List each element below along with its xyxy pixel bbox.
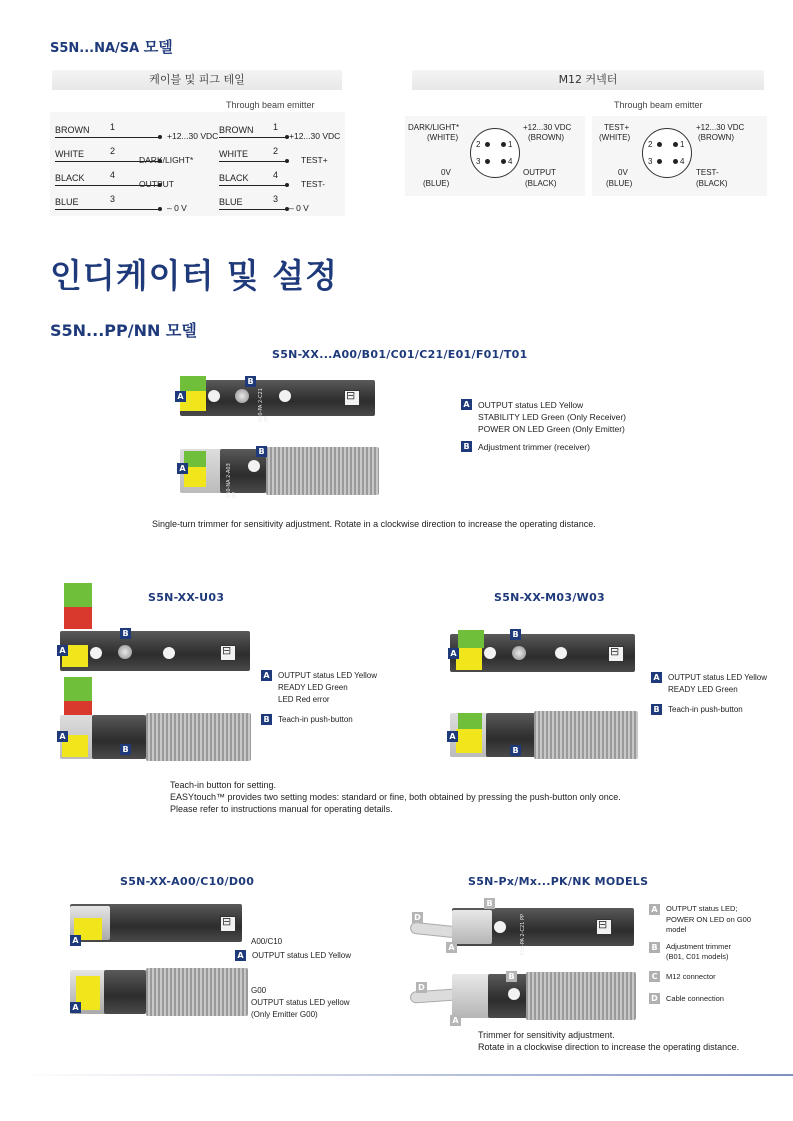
sensor-print: S50-PA 2-C21 PP (520, 914, 526, 956)
wire-color: BROWN (219, 125, 254, 135)
wire-pin: 1 (110, 122, 116, 132)
tag-a: A (70, 935, 81, 946)
cable-banner: 케이블 및 피그 테일 (52, 70, 342, 90)
m12-bl: 0V (618, 168, 628, 177)
wire-pin: 2 (110, 146, 116, 156)
m12-br-sub: (BLACK) (696, 179, 728, 188)
pin-number: 3 (648, 157, 653, 166)
pin-number: 3 (476, 157, 481, 166)
wire-signal: +12...30 VDC (289, 131, 341, 141)
section4-left-legend-a: A OUTPUT status LED Yellow (235, 950, 351, 962)
connector-icon (344, 390, 360, 406)
tag-a: A (175, 391, 186, 402)
connector-icon (608, 646, 624, 662)
wire-signal: TEST+ (301, 155, 328, 165)
pin-number: 1 (680, 140, 685, 149)
m12-br: OUTPUT (523, 168, 556, 177)
emitter-label-right: Through beam emitter (614, 100, 703, 110)
tag-b: B (245, 376, 256, 387)
wiring-diagram-2 (215, 112, 345, 216)
m12-diagram-2 (592, 116, 767, 196)
tag-a: A (57, 731, 68, 742)
wire-signal: +12...30 VDC (167, 131, 219, 141)
footer-rule (20, 1074, 793, 1076)
tag-b: B (506, 971, 517, 982)
legend-item-b: B Adjustment trimmer (receiver) (461, 441, 691, 453)
m12-bl: 0V (441, 168, 451, 177)
wire-pin: 4 (110, 170, 116, 180)
connector-icon (596, 919, 612, 935)
wire-signal: DARK/LIGHT* (139, 155, 194, 165)
m12-banner: M12 커넥터 (412, 70, 764, 90)
m12-bl-sub: (BLUE) (606, 179, 633, 188)
section3-right-model: S5N-XX-M03/W03 (494, 591, 605, 604)
m12-tl: TEST+ (604, 123, 630, 132)
wire-pin: 2 (273, 146, 279, 156)
tag-a: A (448, 648, 459, 659)
m12-tl-sub: (WHITE) (599, 133, 631, 142)
tag-b: B (120, 744, 131, 755)
section2-title: S5N...PP/NN 모델 (50, 321, 197, 340)
main-title: 인디케이터 및 설정 (50, 256, 339, 295)
sensor-image-m03-1 (440, 628, 640, 678)
tag-b: B (484, 898, 495, 909)
wire-pin: 3 (110, 194, 116, 204)
tag-b: B (256, 446, 267, 457)
wire-color: BLACK (55, 173, 85, 183)
tag-a: A (446, 942, 457, 953)
tag-a: A (450, 1015, 461, 1026)
wire-color: BLUE (55, 197, 79, 207)
tag-b: B (510, 745, 521, 756)
sensor-print: S50-NA 2-A03 PP (226, 463, 238, 498)
m12-bl-sub: (BLUE) (423, 179, 450, 188)
tag-b: B (120, 628, 131, 639)
m12-diagram-1 (405, 116, 585, 196)
m12-br-sub: (BLACK) (525, 179, 557, 188)
wire-pin: 1 (273, 122, 279, 132)
m12-tl-sub: (WHITE) (427, 133, 459, 142)
pin-number: 2 (648, 140, 653, 149)
tag-b: B (510, 629, 521, 640)
section4-right-legend: A OUTPUT status LED; POWER ON LED on G00 model B Adjustment trimmer (B01, C01 models) C M12 connector D Cable connection (649, 904, 784, 1005)
wire-pin: 3 (273, 194, 279, 204)
m12-tr-sub: (BROWN) (698, 133, 734, 142)
emitter-label-left: Through beam emitter (226, 100, 315, 110)
section1-title-suffix: 모델 (143, 38, 173, 56)
sensor-image-2 (170, 443, 385, 498)
wire-color: WHITE (55, 149, 84, 159)
sensor-image-1 (170, 372, 380, 422)
sensor-image-a00-2 (66, 966, 251, 1018)
sensor-image-u03-1 (50, 583, 255, 678)
sensor-image-pk-2 (410, 968, 638, 1028)
tag-a: A (177, 463, 188, 474)
section3-caption: Teach-in button for setting. EASYtouch™ provides two setting modes: standard or fine, both obtained by pressing the push-button only once. Please refer to instructions manual for operating details. (170, 780, 621, 814)
m12-tr: +12...30 VDC (696, 123, 745, 132)
section3-right-legend: A OUTPUT status LED Yellow READY LED Green B Teach-in push-button (651, 672, 786, 716)
section2-caption: Single-turn trimmer for sensitivity adjustment. Rotate in a clockwise direction to increase the operating distance. (152, 519, 596, 529)
section4-left-model: S5N-XX-A00/C10/D00 (120, 875, 255, 888)
wire-signal: TEST- (301, 179, 326, 189)
pin-number: 2 (476, 140, 481, 149)
connector-icon (220, 916, 236, 932)
wire-color: BROWN (55, 125, 90, 135)
section4-left-legend-g00: G00 OUTPUT status LED yellow (Only Emitter G00) (251, 986, 350, 1019)
sensor-image-u03-2 (50, 677, 255, 762)
section2-legend (461, 399, 691, 453)
wire-color: BLACK (219, 173, 249, 183)
section3-left-legend: A OUTPUT status LED Yellow READY LED Green LED Red error B Teach-in push-button (261, 670, 411, 726)
tag-a: A (447, 731, 458, 742)
wire-color: BLUE (219, 197, 243, 207)
tag-a: A (57, 645, 68, 656)
pin-number: 1 (508, 140, 513, 149)
legend-item-a: A OUTPUT status LED Yellow STABILITY LED Green (Only Receiver) POWER ON LED Green (Only Emitter) (461, 399, 691, 435)
section4-caption: Trimmer for sensitivity adjustment. Rotate in a clockwise direction to increase the operating distance. (478, 1030, 740, 1052)
section2-model: S5N-XX...A00/B01/C01/C21/E01/F01/T01 (272, 348, 528, 361)
wire-pin: 4 (273, 170, 279, 180)
sensor-print: S50-PA 2-C21 PP (258, 388, 270, 422)
tag-d: D (412, 912, 423, 923)
wire-signal: – 0 V (289, 203, 309, 213)
m12-tl: DARK/LIGHT* (408, 123, 460, 132)
section4-left-legend-header: A00/C10 (251, 937, 283, 946)
section4-right-model: S5N-Px/Mx...PK/NK MODELS (468, 875, 649, 888)
connector-icon (220, 645, 236, 661)
wire-signal: OUTPUT (139, 179, 174, 189)
wire-signal: – 0 V (167, 203, 187, 213)
sensor-image-pk-1 (410, 896, 638, 956)
pin-number: 4 (680, 157, 685, 166)
m12-br: TEST- (696, 168, 719, 177)
tag-a: A (70, 1002, 81, 1013)
sensor-image-a00-1 (66, 898, 246, 948)
sensor-image-m03-2 (440, 709, 640, 764)
tag-d: D (416, 982, 427, 993)
section1-title-prefix: S5N...NA/SA (50, 41, 140, 56)
section1-title (50, 36, 173, 57)
wire-color: WHITE (219, 149, 248, 159)
section3-left-model: S5N-XX-U03 (148, 591, 225, 604)
pin-number: 4 (508, 157, 513, 166)
m12-tr-sub: (BROWN) (528, 133, 564, 142)
m12-tr: +12...30 VDC (523, 123, 572, 132)
